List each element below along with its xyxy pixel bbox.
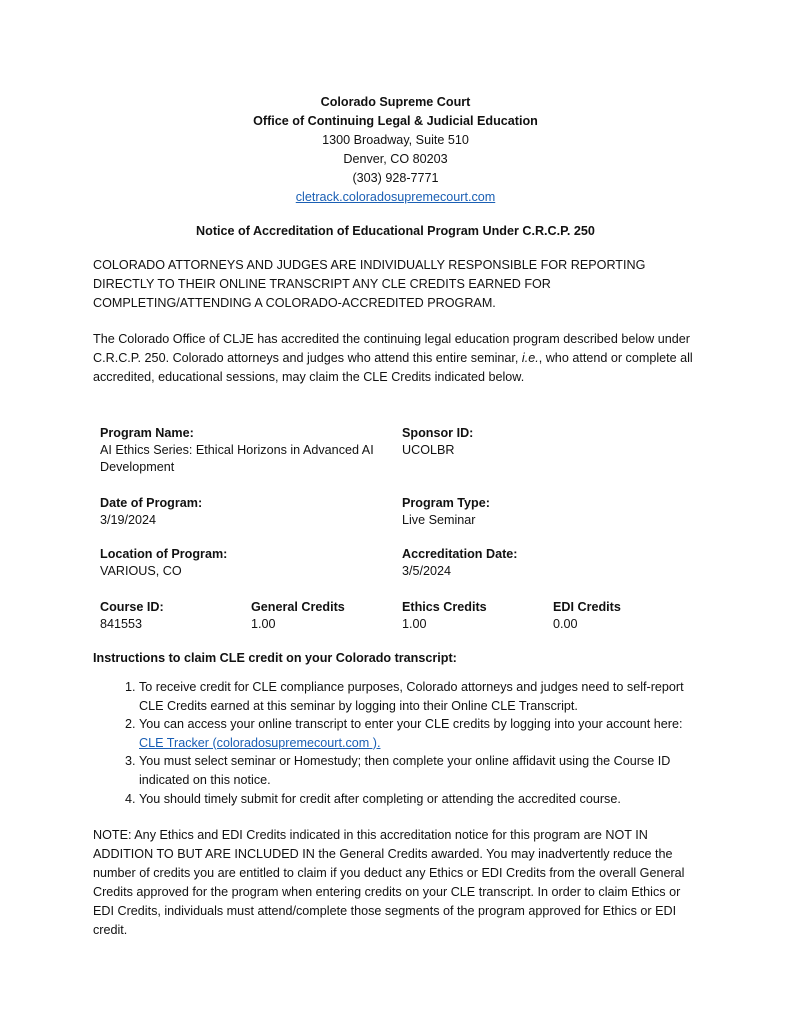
edi-credits-value: 0.00 bbox=[553, 617, 578, 631]
sponsor-id-value: UCOLBR bbox=[402, 443, 455, 457]
course-id-label: Course ID: bbox=[100, 600, 164, 614]
program-name-label: Program Name: bbox=[100, 426, 194, 440]
location-field bbox=[100, 546, 400, 580]
program-name-field bbox=[100, 425, 390, 476]
intro-text-before: The Colorado Office of CLJE has accredited the continuing legal education program described below under C.R.C.P. 250. Colorado attorneys and judges who attend this entire seminar, bbox=[93, 332, 690, 365]
program-type-value: Live Seminar bbox=[402, 513, 476, 527]
general-credits-label: General Credits bbox=[251, 600, 345, 614]
edi-credits-field bbox=[553, 599, 693, 633]
ethics-credits-label: Ethics Credits bbox=[402, 600, 487, 614]
course-id-field bbox=[100, 599, 240, 633]
intro-text-after: , who attend or complete all accredited, educational sessions, may claim the CLE Credits indicated below. bbox=[93, 351, 693, 384]
intro-text-italic: i.e. bbox=[521, 351, 539, 365]
sponsor-id-field bbox=[402, 425, 702, 459]
date-of-program-label: Date of Program: bbox=[100, 496, 203, 510]
general-credits-value: 1.00 bbox=[251, 617, 276, 631]
instruction-step bbox=[139, 715, 695, 752]
location-label: Location of Program: bbox=[100, 547, 228, 561]
credits-note: NOTE: Any Ethics and EDI Credits indicated in this accreditation notice for this program are NOT IN ADDITION TO BUT ARE INCLUDED IN the General Credits awarded. You may inadvertently reduce the number of credits you are entitled to claim if you deduct any Ethics or EDI Credits from the overall General Credits approved for the program when entering credits on your CLE transcript. In order to claim Ethics or EDI Credits, individuals must attend/complete those segments of the program approved for Ethics or EDI credit. bbox=[93, 828, 685, 937]
edi-credits-label: EDI Credits bbox=[553, 600, 621, 614]
website-link[interactable]: cletrack.coloradosupremecourt.com bbox=[295, 190, 496, 204]
accreditation-date-field bbox=[402, 546, 702, 580]
cle-tracker-link[interactable]: CLE Tracker (coloradosupremecourt.com ). bbox=[139, 735, 381, 750]
caps-notice: COLORADO ATTORNEYS AND JUDGES ARE INDIVIDUALLY RESPONSIBLE FOR REPORTING DIRECTLY TO THEIR ONLINE TRANSCRIPT ANY CLE CREDITS EARNED FOR COMPLETING/ATTENDING A COLORADO-ACCREDITED PROGRAM. bbox=[93, 258, 646, 310]
general-credits-field bbox=[251, 599, 391, 633]
letterhead bbox=[0, 93, 791, 207]
instructions-title: Instructions to claim CLE credit on your Colorado transcript: bbox=[93, 651, 457, 665]
accreditation-date-label: Accreditation Date: bbox=[402, 547, 518, 561]
date-of-program-value: 3/19/2024 bbox=[100, 513, 157, 527]
address-line-2: Denver, CO 80203 bbox=[343, 152, 448, 166]
ethics-credits-field bbox=[402, 599, 542, 633]
phone-number: (303) 928-7771 bbox=[352, 171, 439, 185]
instruction-step-text: You can access your online transcript to enter your CLE credits by logging into your account here: bbox=[139, 717, 683, 732]
intro-paragraph bbox=[93, 330, 693, 387]
instruction-step: 4. You should timely submit for credit after completing or attending the accredited course. bbox=[139, 790, 695, 809]
program-type-field bbox=[402, 495, 702, 529]
address-line-1: 1300 Broadway, Suite 510 bbox=[322, 133, 469, 147]
program-name-value: AI Ethics Series: Ethical Horizons in Advanced AI Development bbox=[100, 443, 374, 474]
office-name: Office of Continuing Legal & Judicial Education bbox=[253, 114, 538, 128]
sponsor-id-label: Sponsor ID: bbox=[402, 426, 474, 440]
instruction-step: 1. To receive credit for CLE compliance purposes, Colorado attorneys and judges need to self-report CLE Credits earned at this seminar by logging into their Online CLE Transcript. bbox=[139, 678, 695, 715]
date-of-program-field bbox=[100, 495, 400, 529]
ethics-credits-value: 1.00 bbox=[402, 617, 427, 631]
program-type-label: Program Type: bbox=[402, 496, 490, 510]
instructions-list bbox=[93, 678, 695, 808]
accreditation-date-value: 3/5/2024 bbox=[402, 564, 452, 578]
location-value: VARIOUS, CO bbox=[100, 564, 182, 578]
notice-title: Notice of Accreditation of Educational Program Under C.R.C.P. 250 bbox=[196, 224, 595, 238]
instruction-step: 3. You must select seminar or Homestudy; then complete your online affidavit using the Course ID indicated on this notice. bbox=[139, 752, 695, 789]
course-id-value: 841553 bbox=[100, 617, 143, 631]
court-name: Colorado Supreme Court bbox=[320, 95, 471, 109]
